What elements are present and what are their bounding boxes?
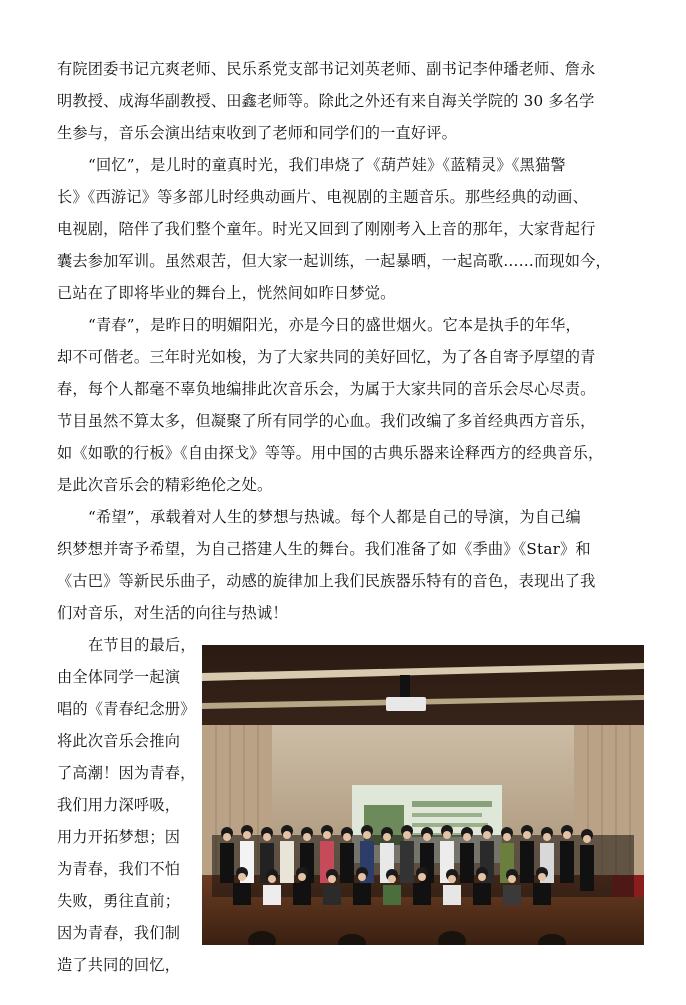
paragraph-5-line-1: 在节目的最后， xyxy=(88,636,196,654)
paragraph-1-line-3: 生参与，音乐会演出结束收到了老师和同学们的一直好评。 xyxy=(57,124,458,142)
paragraph-5-line-10: 因为青春，我们制 xyxy=(57,924,181,942)
paragraph-5-line-6: 我们用力深呼吸， xyxy=(57,796,181,814)
paragraph-5-line-9: 失败，勇往直前； xyxy=(57,892,181,910)
paragraph-4-line-1: “希望”，承载着对人生的梦想与热诚。每个人都是自己的导演，为自己编 xyxy=(88,508,581,526)
paragraph-2-line-5: 已站在了即将毕业的舞台上，恍然间如昨日梦觉。 xyxy=(57,284,396,302)
paragraph-1-line-2: 明教授、成海华副教授、田鑫老师等。除此之外还有来自海关学院的 30 多名学 xyxy=(57,92,595,110)
paragraph-5-line-3: 唱的《青春纪念册》 xyxy=(57,700,196,718)
paragraph-4-line-4: 们对音乐，对生活的向往与热诚！ xyxy=(57,604,288,622)
paragraph-2-line-3: 电视剧，陪伴了我们整个童年。时光又回到了刚刚考入上音的那年，大家背起行 xyxy=(57,220,596,238)
paragraph-2-line-2: 长》《西游记》等多部儿时经典动画片、电视剧的主题音乐。那些经典的动画、 xyxy=(57,188,588,206)
paragraph-2-line-1: “回忆”，是儿时的童真时光，我们串烧了《葫芦娃》《蓝精灵》《黑猫警 xyxy=(88,156,566,174)
paragraph-3-line-1: “青春”，是昨日的明媚阳光，亦是今日的盛世烟火。它本是执手的年华， xyxy=(88,316,581,334)
paragraph-3-line-2: 却不可偕老。三年时光如梭，为了大家共同的美好回忆，为了各自寄予厚望的青 xyxy=(57,348,596,366)
paragraph-5-line-8: 为青春，我们不怕 xyxy=(57,860,181,878)
paragraph-5-line-11: 造了共同的回忆， xyxy=(57,956,181,974)
paragraph-5-line-5: 了高潮！因为青春， xyxy=(57,764,196,782)
paragraph-2-line-4: 囊去参加军训。虽然艰苦，但大家一起训练，一起暴晒，一起高歌……而现如今， xyxy=(57,252,611,270)
paragraph-3-line-5: 如《如歌的行板》《自由探戈》等等。用中国的古典乐器来诠释西方的经典音乐， xyxy=(57,444,604,462)
paragraph-5-line-2: 由全体同学一起演 xyxy=(57,668,181,686)
paragraph-5-line-7: 用力开拓梦想；因 xyxy=(57,828,181,846)
group-photo xyxy=(202,645,644,945)
paragraph-3-line-6: 是此次音乐会的精彩绝伦之处。 xyxy=(57,476,273,494)
paragraph-3-line-4: 节目虽然不算太多，但凝聚了所有同学的心血。我们改编了多首经典西方音乐， xyxy=(57,412,596,430)
paragraph-4-line-2: 织梦想并寄予希望，为自己搭建人生的舞台。我们准备了如《季曲》《Star》和 xyxy=(57,540,591,558)
paragraph-1-line-1: 有院团委书记亢爽老师、民乐系党支部书记刘英老师、副书记李仲璠老师、詹永 xyxy=(57,60,596,78)
paragraph-3-line-3: 春，每个人都毫不辜负地编排此次音乐会，为属于大家共同的音乐会尽心尽责。 xyxy=(57,380,596,398)
group-photo-illustration xyxy=(202,645,644,945)
paragraph-4-line-3: 《古巴》等新民乐曲子，动感的旋律加上我们民族器乐特有的音色，表现出了我 xyxy=(57,572,596,590)
paragraph-5-line-4: 将此次音乐会推向 xyxy=(57,732,181,750)
